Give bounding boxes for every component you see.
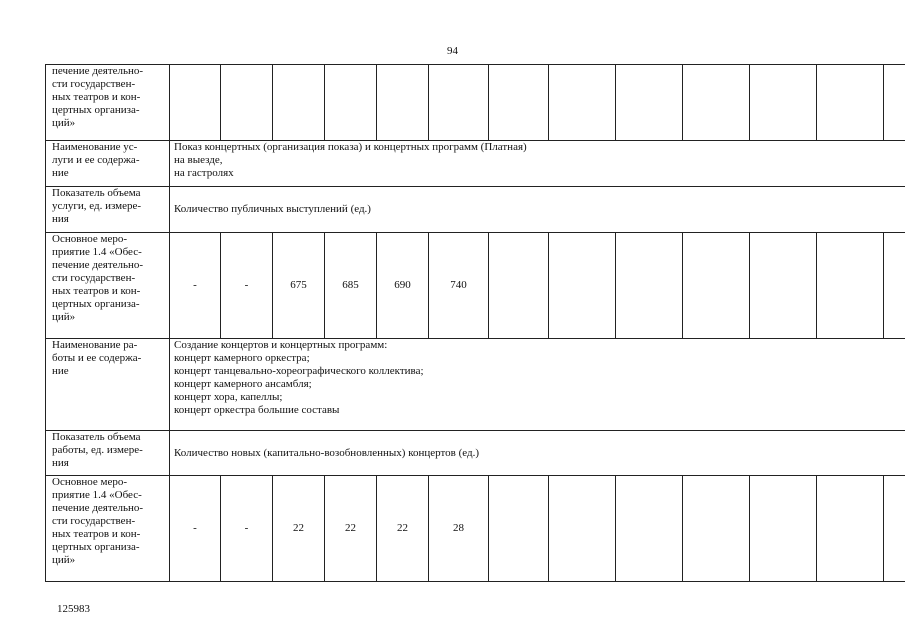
table-row bbox=[46, 476, 905, 582]
value-cell bbox=[750, 476, 817, 582]
value-cell: - bbox=[170, 233, 221, 339]
value-cell: - bbox=[221, 233, 273, 339]
value-cell bbox=[549, 476, 616, 582]
empty-cell bbox=[429, 65, 489, 141]
value-cell bbox=[750, 233, 817, 339]
row-label: Показатель объема услуги, ед. измере- ния bbox=[46, 187, 170, 233]
empty-cell bbox=[884, 65, 905, 141]
value-cell bbox=[683, 476, 750, 582]
value-cell bbox=[817, 233, 884, 339]
value-cell: - bbox=[170, 476, 221, 582]
value-cell bbox=[884, 476, 905, 582]
row-label: печение деятельно- сти государствен- ных театров и кон- цертных организа- ций» bbox=[46, 65, 170, 141]
row-label: Основное меро- приятие 1.4 «Обес- печение деятельно- сти государствен- ных театров и кон- цертных организа- ций» bbox=[46, 476, 170, 582]
table-row bbox=[46, 339, 905, 431]
value-cell: 22 bbox=[377, 476, 429, 582]
page-number: 94 bbox=[447, 45, 458, 57]
empty-cell bbox=[817, 65, 884, 141]
value-cell bbox=[489, 233, 549, 339]
value-cell bbox=[616, 476, 683, 582]
table-row bbox=[46, 431, 905, 476]
value-cell bbox=[489, 476, 549, 582]
table-row bbox=[46, 141, 905, 187]
row-label: Показатель объема работы, ед. измере- ния bbox=[46, 431, 170, 476]
empty-cell bbox=[325, 65, 377, 141]
empty-cell bbox=[616, 65, 683, 141]
row-label: Наименование ус- луги и ее содержа- ние bbox=[46, 141, 170, 187]
row-label: Основное меро- приятие 1.4 «Обес- печение деятельно- сти государствен- ных театров и кон- цертных организа- ций» bbox=[46, 233, 170, 339]
empty-cell bbox=[170, 65, 221, 141]
value-cell: 685 bbox=[325, 233, 377, 339]
value-cell bbox=[817, 476, 884, 582]
empty-cell bbox=[489, 65, 549, 141]
row-label: Наименование ра- боты и ее содержа- ние bbox=[46, 339, 170, 431]
value-cell: 22 bbox=[325, 476, 377, 582]
value-cell: 740 bbox=[429, 233, 489, 339]
value-cell: 28 bbox=[429, 476, 489, 582]
table-row bbox=[46, 187, 905, 233]
empty-cell bbox=[683, 65, 750, 141]
empty-cell bbox=[750, 65, 817, 141]
work-description: Создание концертов и концертных программ: концерт камерного оркестра; концерт танцевально-хореографического коллектива; концерт камерного ансамбля; концерт хора, капеллы; концерт оркестра большие составы bbox=[170, 339, 905, 431]
empty-cell bbox=[273, 65, 325, 141]
value-cell: 690 bbox=[377, 233, 429, 339]
table-row bbox=[46, 233, 905, 339]
document-code: 125983 bbox=[57, 603, 90, 615]
empty-cell bbox=[221, 65, 273, 141]
table-row bbox=[46, 65, 905, 141]
value-cell: 675 bbox=[273, 233, 325, 339]
service-volume-indicator: Количество публичных выступлений (ед.) bbox=[170, 187, 905, 233]
empty-cell bbox=[377, 65, 429, 141]
work-volume-indicator: Количество новых (капитально-возобновленных) концертов (ед.) bbox=[170, 431, 905, 476]
value-cell: 22 bbox=[273, 476, 325, 582]
value-cell: - bbox=[221, 476, 273, 582]
empty-cell bbox=[549, 65, 616, 141]
value-cell bbox=[884, 233, 905, 339]
indicators-table bbox=[45, 64, 905, 582]
value-cell bbox=[549, 233, 616, 339]
service-description: Показ концертных (организация показа) и концертных программ (Платная) на выезде, на гастролях bbox=[170, 141, 905, 187]
value-cell bbox=[616, 233, 683, 339]
value-cell bbox=[683, 233, 750, 339]
